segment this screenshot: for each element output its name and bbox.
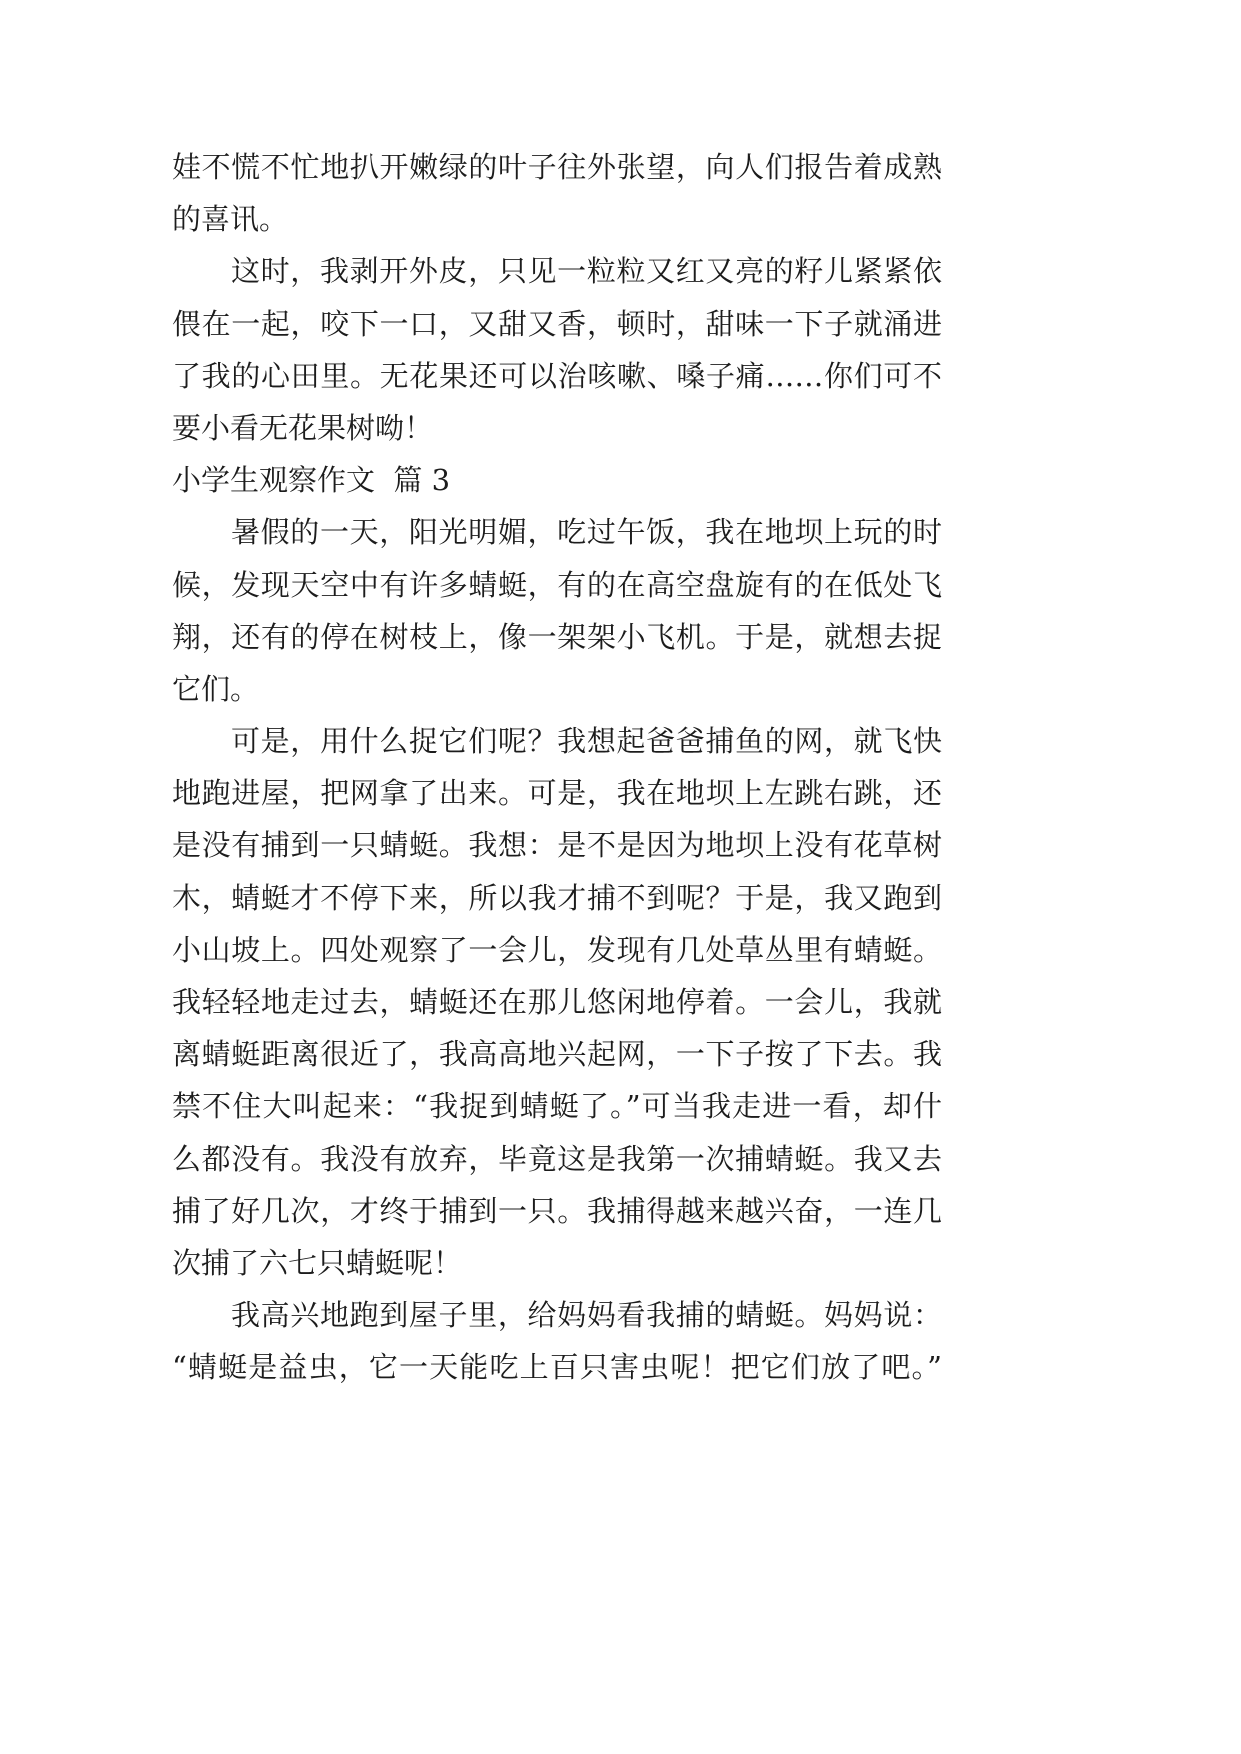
text-line: 木，蜻蜓才不停下来，所以我才捕不到呢？于是，我又跑到 — [172, 880, 942, 915]
text-line: 小山坡上。四处观察了一会儿，发现有几处草丛里有蜻蜓。 — [172, 932, 942, 967]
paragraph — [172, 141, 942, 245]
text-line: 是没有捕到一只蜻蜓。我想：是不是因为地坝上没有花草树 — [172, 828, 942, 863]
text-line: 么都没有。我没有放弃，毕竟这是我第一次捕蜻蜓。我又去 — [172, 1141, 942, 1176]
text-line: 候，发现天空中有许多蜻蜓，有的在高空盘旋有的在低处飞 — [172, 567, 942, 602]
paragraph — [172, 1289, 942, 1393]
text-line: 我高兴地跑到屋子里，给妈妈看我捕的蜻蜓。妈妈说： — [231, 1298, 942, 1333]
text-line: 可是，用什么捉它们呢？我想起爸爸捕鱼的网，就飞快 — [231, 724, 942, 759]
text-line: 这时，我剥开外皮，只见一粒粒又红又亮的籽儿紧紧依 — [231, 254, 942, 289]
text-line: 暑假的一天，阳光明媚，吃过午饭，我在地坝上玩的时 — [231, 515, 942, 550]
text-line: 要小看无花果树呦！ — [172, 410, 434, 445]
paragraph — [172, 715, 942, 1289]
document-body — [172, 141, 942, 1394]
text-line: 偎在一起，咬下一口，又甜又香，顿时，甜味一下子就涌进 — [172, 306, 942, 341]
text-line: “蜻蜓是益虫，它一天能吃上百只害虫呢！把它们放了吧。” — [172, 1350, 942, 1385]
text-line: 了我的心田里。无花果还可以治咳嗽、嗓子痛……你们可不 — [172, 358, 942, 393]
paragraph — [172, 245, 942, 454]
text-line: 禁不住大叫起来：“我捉到蜻蜓了。”可当我走进一看，却什 — [172, 1089, 942, 1124]
text-line: 地跑进屋，把网拿了出来。可是，我在地坝上左跳右跳，还 — [172, 776, 942, 811]
text-line: 捕了好几次，才终于捕到一只。我捕得越来越兴奋，一连几 — [172, 1193, 942, 1228]
text-line: 次捕了六七只蜻蜓呢！ — [172, 1245, 463, 1280]
text-line: 我轻轻地走过去，蜻蜓还在那儿悠闲地停着。一会儿，我就 — [172, 985, 942, 1019]
text-line: 娃不慌不忙地扒开嫩绿的叶子往外张望，向人们报告着成熟 — [172, 150, 942, 184]
text-line: 的喜讯。 — [172, 202, 289, 237]
section-heading: 小学生观察作文 篇 3 — [172, 463, 451, 498]
text-line: 翔，还有的停在树枝上，像一架架小飞机。于是，就想去捉 — [172, 619, 942, 654]
text-line: 离蜻蜓距离很近了，我高高地兴起网，一下子按了下去。我 — [172, 1037, 942, 1072]
text-line: 它们。 — [172, 671, 260, 706]
paragraph — [172, 506, 942, 715]
